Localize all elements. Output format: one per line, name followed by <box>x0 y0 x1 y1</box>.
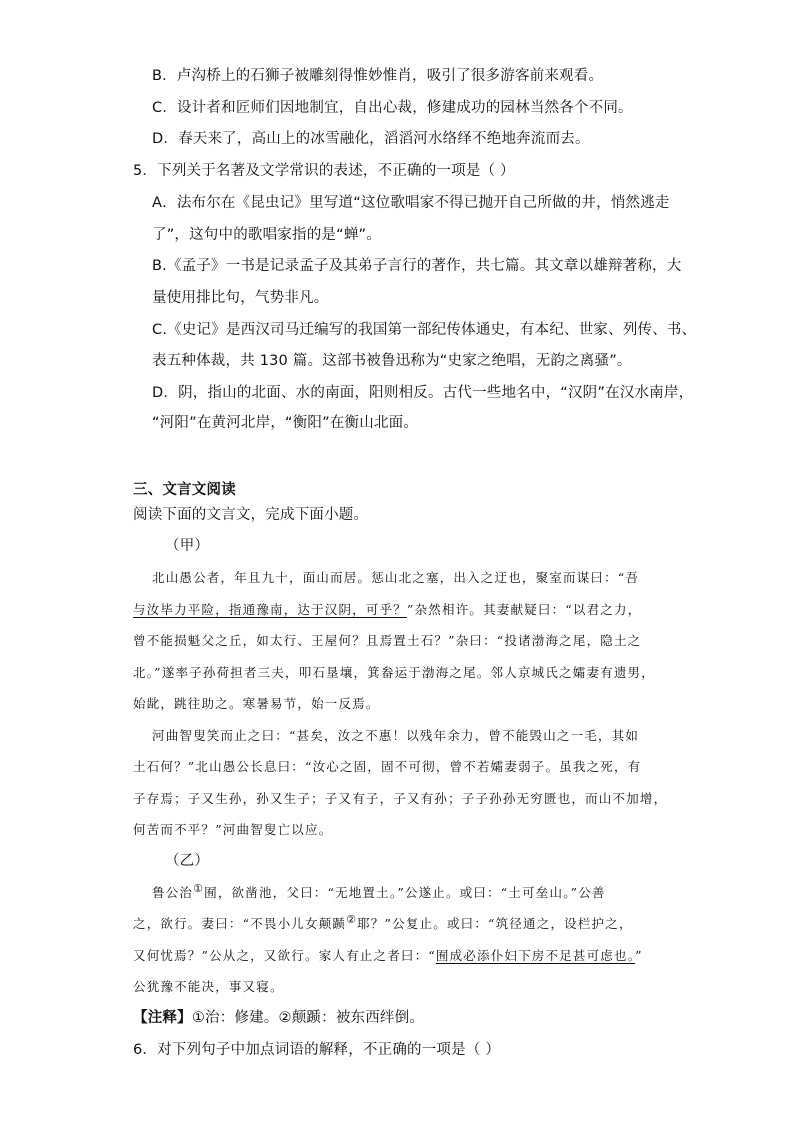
passage-jia-line3: 曾不能损魁父之丘，如太行、王屋何？且焉置土石？”杂曰：“投诸渤海之尾，隐土之 <box>133 633 642 648</box>
passage-yi-line3 <box>133 947 643 965</box>
note-2: ②颠踬：被东西绊倒。 <box>278 1010 425 1026</box>
passage-yi-line4: 公犹豫不能决，事又寝。 <box>133 979 284 994</box>
section-instruction: 阅读下面的文言文，完成下面小题。 <box>133 507 369 523</box>
q5-option-b-line2: 量使用排比句，气势非凡。 <box>152 290 329 306</box>
passage-yi-line2-rest: 耶？”公复止。或曰：“筑径通之，设栏护之， <box>357 916 633 931</box>
passage-yi-line1 <box>152 881 606 902</box>
q5-option-c-line2: 表五种体裁，共 130 篇。这部书被鲁迅称为“史家之绝唱，无韵之离骚”。 <box>152 353 632 369</box>
section-title: 三、文言文阅读 <box>133 482 236 498</box>
q5-option-d-line2: “河阳”在黄河北岸，“衡阳”在衡山北面。 <box>152 415 419 431</box>
passage-jia-line5: 始龀，跳往助之。寒暑易节，始一反焉。 <box>133 696 380 711</box>
underlined-sentence-yi: 囿成必添仆妇下房不足甚可虑也。 <box>435 948 636 963</box>
passage-jia-line2 <box>133 601 641 619</box>
q4-option-c: C．设计者和匠师们因地制宜，自出心裁，修建成功的园林当然各个不同。 <box>152 100 633 116</box>
passage-jia-label: （甲） <box>165 538 210 554</box>
passage-jia-line2-rest: ”杂然相许。其妻献疑曰：“以君之力， <box>407 602 642 617</box>
passage-jia-line9: 何苦而不平？”河曲智叟亡以应。 <box>133 822 333 837</box>
q5-option-d-line1: D．阴，指山的北面、水的南面，阳则相反。古代一些地名中，“汉阴”在汉水南岸， <box>152 385 694 401</box>
passage-yi-line3-end: ” <box>635 948 643 963</box>
passage-jia-line6: 河曲智叟笑而止之曰：“甚矣，汝之不惠！以残年余力，曾不能毁山之一毛，其如 <box>152 728 640 743</box>
q4-option-b: B．卢沟桥上的石狮子被雕刻得惟妙惟肖，吸引了很多游客前来观看。 <box>152 68 604 84</box>
q5-stem: 5．下列关于名著及文学常识的表述，不正确的一项是（ ） <box>133 163 515 179</box>
passage-jia-line7: 土石何？”北山愚公长息曰：“汝心之固，固不可彻，曾不若孀妻弱子。虽我之死，有 <box>133 759 642 774</box>
q4-option-d: D．春天来了，高山上的冰雪融化，滔滔河水络绎不绝地奔流而去。 <box>152 131 590 147</box>
q6-stem: 6．对下列句子中加点词语的解释，不正确的一项是（ ） <box>133 1042 501 1058</box>
passage-yi-label: （乙） <box>165 853 210 869</box>
notes-line <box>133 1009 424 1027</box>
note-ref-1: ① <box>193 881 205 895</box>
passage-yi-line2 <box>133 912 633 933</box>
note-1: ①治：修建。 <box>191 1010 279 1026</box>
note-ref-2: ② <box>346 912 358 926</box>
passage-yi-line2-start: 之，欲行。妻曰：“不畏小儿女颠踬 <box>133 916 347 931</box>
passage-jia-line4: 北。”遂率子孙荷担者三夫，叩石垦壤，箕畚运于渤海之尾。邻人京城氏之孀妻有遗男， <box>133 665 655 680</box>
q5-option-a-line1: A．法布尔在《昆虫记》里写道“这位歌唱家不得已抛开自己所做的井，悄然逃走 <box>152 195 670 211</box>
passage-yi-line3-start: 又何忧焉？”公从之，又欲行。家人有止之者曰：“ <box>133 948 436 963</box>
passage-jia-line8: 子存焉；子又生孙，孙又生子；子又有子，子又有孙；子子孙孙无穷匮也，而山不加增， <box>133 791 668 806</box>
notes-label: 【注释】 <box>133 1010 192 1026</box>
passage-yi-line1-rest: 囿，欲凿池，父曰：“无地置土。”公遂止。或曰：“土可垒山。”公善 <box>204 885 606 900</box>
q5-option-b-line1: B.《孟子》一书是记录孟子及其弟子言行的著作，共七篇。其文章以雄辩著称，大 <box>152 258 682 274</box>
passage-yi-line1-start: 鲁公治 <box>152 885 194 900</box>
q5-option-c-line1: C.《史记》是西汉司马迁编写的我国第一部纪传体通史，有本纪、世家、列传、书、 <box>152 322 697 338</box>
passage-jia-line1: 北山愚公者，年且九十，面山而居。惩山北之塞，出入之迂也，聚室而谋曰：“吾 <box>152 570 640 585</box>
q5-option-a-line2: 了”，这句中的歌唱家指的是“蝉”。 <box>152 227 381 243</box>
underlined-sentence-jia: 与汝毕力平险，指通豫南，达于汉阴，可乎？ <box>133 602 408 617</box>
